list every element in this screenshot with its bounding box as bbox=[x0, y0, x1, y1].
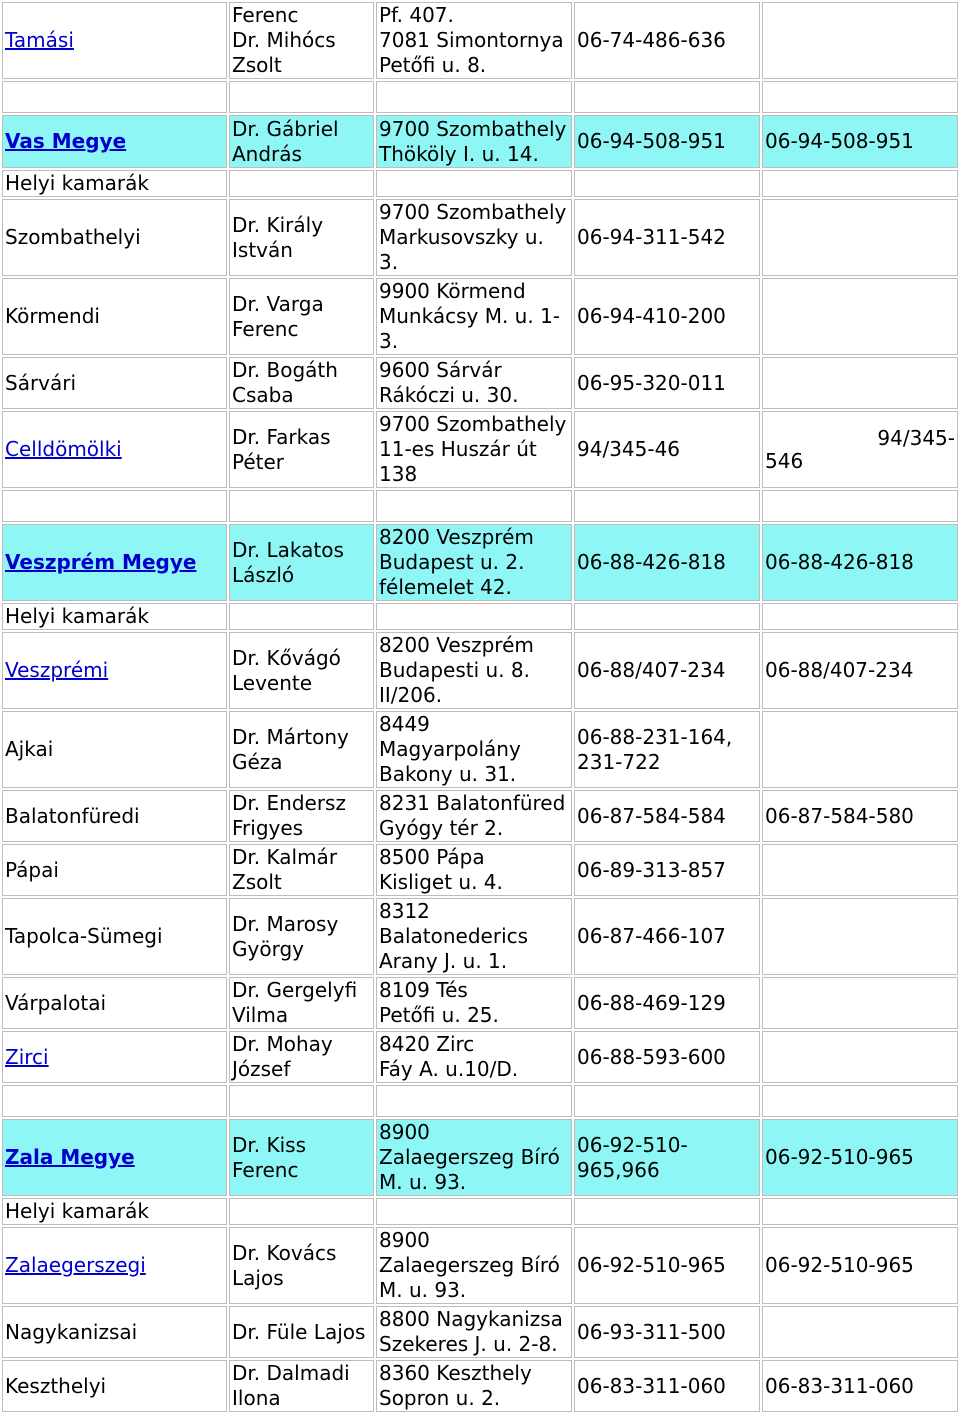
section-separator bbox=[2, 490, 958, 522]
representative-name-cell: Dr. Kalmár Zsolt bbox=[229, 844, 374, 896]
table-row bbox=[2, 898, 958, 975]
address-cell: 9700 Szombathely Thököly I. u. 14. bbox=[376, 115, 572, 168]
address-cell: 8500 Pápa Kisliget u. 4. bbox=[376, 844, 572, 896]
representative-name-cell: Dr. Kiss Ferenc bbox=[229, 1119, 374, 1196]
fax-cell bbox=[762, 170, 958, 197]
fax-cell bbox=[762, 357, 958, 409]
fax-cell: 06-92-510-965 bbox=[762, 1119, 958, 1196]
table-row bbox=[2, 711, 958, 788]
representative-name-cell bbox=[229, 170, 374, 197]
table-row bbox=[2, 977, 958, 1029]
empty-cell bbox=[229, 490, 374, 522]
address-cell: 9700 Szombathely Markusovszky u. 3. bbox=[376, 199, 572, 276]
chamber-name-cell: Keszthelyi bbox=[2, 1360, 227, 1412]
table-row bbox=[2, 278, 958, 355]
representative-name-cell: Dr. Kovács Lajos bbox=[229, 1227, 374, 1304]
chamber-link[interactable]: Zirci bbox=[5, 1044, 49, 1069]
table-row bbox=[2, 1198, 958, 1225]
chamber-name-cell: Balatonfüredi bbox=[2, 790, 227, 842]
phone-cell: 06-83-311-060 bbox=[574, 1360, 760, 1412]
fax-line-2: 546 bbox=[765, 448, 804, 473]
representative-name-cell bbox=[229, 603, 374, 630]
phone-cell: 06-92-510-965 bbox=[574, 1227, 760, 1304]
phone-cell: 06-88-469-129 bbox=[574, 977, 760, 1029]
fax-cell bbox=[762, 199, 958, 276]
chamber-name-cell: Várpalotai bbox=[2, 977, 227, 1029]
chamber-name-cell bbox=[2, 2, 227, 79]
table-row bbox=[2, 790, 958, 842]
county-header-row bbox=[2, 524, 958, 601]
phone-cell: 06-88-593-600 bbox=[574, 1031, 760, 1083]
phone-cell: 06-94-508-951 bbox=[574, 115, 760, 168]
chamber-name-cell: Pápai bbox=[2, 844, 227, 896]
empty-cell bbox=[574, 490, 760, 522]
address-cell: 8231 Balatonfüred Gyógy tér 2. bbox=[376, 790, 572, 842]
chamber-link[interactable]: Veszprémi bbox=[5, 658, 109, 682]
phone-cell: 06-88/407-234 bbox=[574, 632, 760, 709]
address-cell: 9600 Sárvár Rákóczi u. 30. bbox=[376, 357, 572, 409]
fax-cell bbox=[762, 844, 958, 896]
representative-name-cell: Dr. Lakatos László bbox=[229, 524, 374, 601]
address-cell bbox=[376, 1198, 572, 1225]
chamber-name-cell bbox=[2, 411, 227, 488]
phone-cell: 06-92-510- 965,966 bbox=[574, 1119, 760, 1196]
chamber-name-cell bbox=[2, 524, 227, 601]
empty-cell bbox=[574, 81, 760, 113]
phone-cell: 94/345-46 bbox=[574, 411, 760, 488]
fax-cell: 06-88/407-234 bbox=[762, 632, 958, 709]
address-cell: 8109 Tés Petőfi u. 25. bbox=[376, 977, 572, 1029]
chamber-name-cell: Körmendi bbox=[2, 278, 227, 355]
phone-cell bbox=[574, 170, 760, 197]
phone-cell: 06-95-320-011 bbox=[574, 357, 760, 409]
phone-cell: 06-94-410-200 bbox=[574, 278, 760, 355]
phone-cell: 06-87-466-107 bbox=[574, 898, 760, 975]
address-cell: 9900 Körmend Munkácsy M. u. 1- 3. bbox=[376, 278, 572, 355]
chamber-name-cell bbox=[2, 1227, 227, 1304]
county-link[interactable]: Vas Megye bbox=[5, 129, 127, 153]
address-cell: 8900 Zalaegerszeg Bíró M. u. 93. bbox=[376, 1119, 572, 1196]
representative-name-cell: Dr. Endersz Frigyes bbox=[229, 790, 374, 842]
fax-line-1: 94/345- bbox=[877, 425, 955, 450]
chamber-name-cell bbox=[2, 1031, 227, 1083]
chamber-name-cell bbox=[2, 115, 227, 168]
empty-cell bbox=[376, 81, 572, 113]
fax-cell bbox=[762, 898, 958, 975]
phone-cell: 06-93-311-500 bbox=[574, 1306, 760, 1358]
chamber-link[interactable]: Tamási bbox=[5, 28, 74, 52]
chamber-name-cell: Ajkai bbox=[2, 711, 227, 788]
representative-name-cell: Dr. Gábriel András bbox=[229, 115, 374, 168]
table-row bbox=[2, 357, 958, 409]
address-cell: 8420 Zirc Fáy A. u.10/D. bbox=[376, 1031, 572, 1083]
phone-cell: 06-94-311-542 bbox=[574, 199, 760, 276]
fax-cell bbox=[762, 711, 958, 788]
fax-cell: 06-87-584-580 bbox=[762, 790, 958, 842]
fax-cell bbox=[762, 278, 958, 355]
empty-cell bbox=[2, 490, 227, 522]
phone-cell: 06-87-584-584 bbox=[574, 790, 760, 842]
table-row bbox=[2, 1360, 958, 1412]
empty-cell bbox=[229, 81, 374, 113]
fax-cell: 06-83-311-060 bbox=[762, 1360, 958, 1412]
address-cell: 8312 Balatonederics Arany J. u. 1. bbox=[376, 898, 572, 975]
representative-name-cell: Dr. Mártony Géza bbox=[229, 711, 374, 788]
fax-cell bbox=[762, 1306, 958, 1358]
fax-cell bbox=[762, 411, 958, 488]
table-row bbox=[2, 1031, 958, 1083]
chamber-name-cell: Helyi kamarák bbox=[2, 603, 227, 630]
address-cell bbox=[376, 170, 572, 197]
fax-cell bbox=[762, 2, 958, 79]
empty-cell bbox=[762, 490, 958, 522]
representative-name-cell: Dr. Mohay József bbox=[229, 1031, 374, 1083]
empty-cell bbox=[229, 1085, 374, 1117]
table-row bbox=[2, 1227, 958, 1304]
chamber-name-cell: Helyi kamarák bbox=[2, 1198, 227, 1225]
table-row bbox=[2, 844, 958, 896]
fax-cell: 06-92-510-965 bbox=[762, 1227, 958, 1304]
empty-cell bbox=[2, 1085, 227, 1117]
address-cell: 8200 Veszprém Budapest u. 2. félemelet 42. bbox=[376, 524, 572, 601]
address-cell bbox=[376, 603, 572, 630]
phone-cell bbox=[574, 1198, 760, 1225]
phone-cell bbox=[574, 603, 760, 630]
empty-cell bbox=[574, 1085, 760, 1117]
chamber-name-cell: Nagykanizsai bbox=[2, 1306, 227, 1358]
chamber-name-cell: Tapolca-Sümegi bbox=[2, 898, 227, 975]
fax-cell: 06-94-508-951 bbox=[762, 115, 958, 168]
empty-cell bbox=[762, 81, 958, 113]
phone-cell: 06-88-426-818 bbox=[574, 524, 760, 601]
section-separator bbox=[2, 81, 958, 113]
representative-name-cell: Dr. Kővágó Levente bbox=[229, 632, 374, 709]
fax-cell bbox=[762, 603, 958, 630]
table-row bbox=[2, 603, 958, 630]
representative-name-cell: Dr. Dalmadi Ilona bbox=[229, 1360, 374, 1412]
address-cell: 8360 Keszthely Sopron u. 2. bbox=[376, 1360, 572, 1412]
county-link[interactable]: Zala Megye bbox=[5, 1145, 135, 1169]
table-row bbox=[2, 411, 958, 488]
chamber-name-cell: Helyi kamarák bbox=[2, 170, 227, 197]
table-row bbox=[2, 170, 958, 197]
phone-cell: 06-89-313-857 bbox=[574, 844, 760, 896]
chamber-link[interactable]: Celldömölki bbox=[5, 437, 122, 461]
county-link[interactable]: Veszprém Megye bbox=[5, 550, 197, 574]
address-cell: 8900 Zalaegerszeg Bíró M. u. 93. bbox=[376, 1227, 572, 1304]
address-cell: Pf. 407. 7081 Simontornya Petőfi u. 8. bbox=[376, 2, 572, 79]
county-header-row bbox=[2, 115, 958, 168]
table-row bbox=[2, 2, 958, 79]
representative-name-cell: Dr. Füle Lajos bbox=[229, 1306, 374, 1358]
chamber-name-cell bbox=[2, 1119, 227, 1196]
phone-cell: 06-74-486-636 bbox=[574, 2, 760, 79]
empty-cell bbox=[376, 490, 572, 522]
fax-cell bbox=[762, 977, 958, 1029]
table-row bbox=[2, 199, 958, 276]
representative-name-cell: Dr. Gergelyfi Vilma bbox=[229, 977, 374, 1029]
chamber-name-cell: Szombathelyi bbox=[2, 199, 227, 276]
county-header-row bbox=[2, 1119, 958, 1196]
chamber-name-cell: Sárvári bbox=[2, 357, 227, 409]
fax-cell: 06-88-426-818 bbox=[762, 524, 958, 601]
representative-name-cell: Ferenc Dr. Mihócs Zsolt bbox=[229, 2, 374, 79]
representative-name-cell bbox=[229, 1198, 374, 1225]
address-cell: 8449 Magyarpolány Bakony u. 31. bbox=[376, 711, 572, 788]
empty-cell bbox=[762, 1085, 958, 1117]
empty-cell bbox=[376, 1085, 572, 1117]
representative-name-cell: Dr. Marosy György bbox=[229, 898, 374, 975]
phone-cell: 06-88-231-164, 231-722 bbox=[574, 711, 760, 788]
fax-cell bbox=[762, 1031, 958, 1083]
representative-name-cell: Dr. Bogáth Csaba bbox=[229, 357, 374, 409]
chamber-link[interactable]: Zalaegerszegi bbox=[5, 1253, 146, 1277]
address-cell: 8200 Veszprém Budapesti u. 8. II/206. bbox=[376, 632, 572, 709]
table-row bbox=[2, 1306, 958, 1358]
address-cell: 8800 Nagykanizsa Szekeres J. u. 2-8. bbox=[376, 1306, 572, 1358]
table-row bbox=[2, 632, 958, 709]
address-cell: 9700 Szombathely 11-es Huszár út 138 bbox=[376, 411, 572, 488]
fax-cell bbox=[762, 1198, 958, 1225]
empty-cell bbox=[2, 81, 227, 113]
representative-name-cell: Dr. Varga Ferenc bbox=[229, 278, 374, 355]
chamber-name-cell bbox=[2, 632, 227, 709]
representative-name-cell: Dr. Farkas Péter bbox=[229, 411, 374, 488]
representative-name-cell: Dr. Király István bbox=[229, 199, 374, 276]
section-separator bbox=[2, 1085, 958, 1117]
